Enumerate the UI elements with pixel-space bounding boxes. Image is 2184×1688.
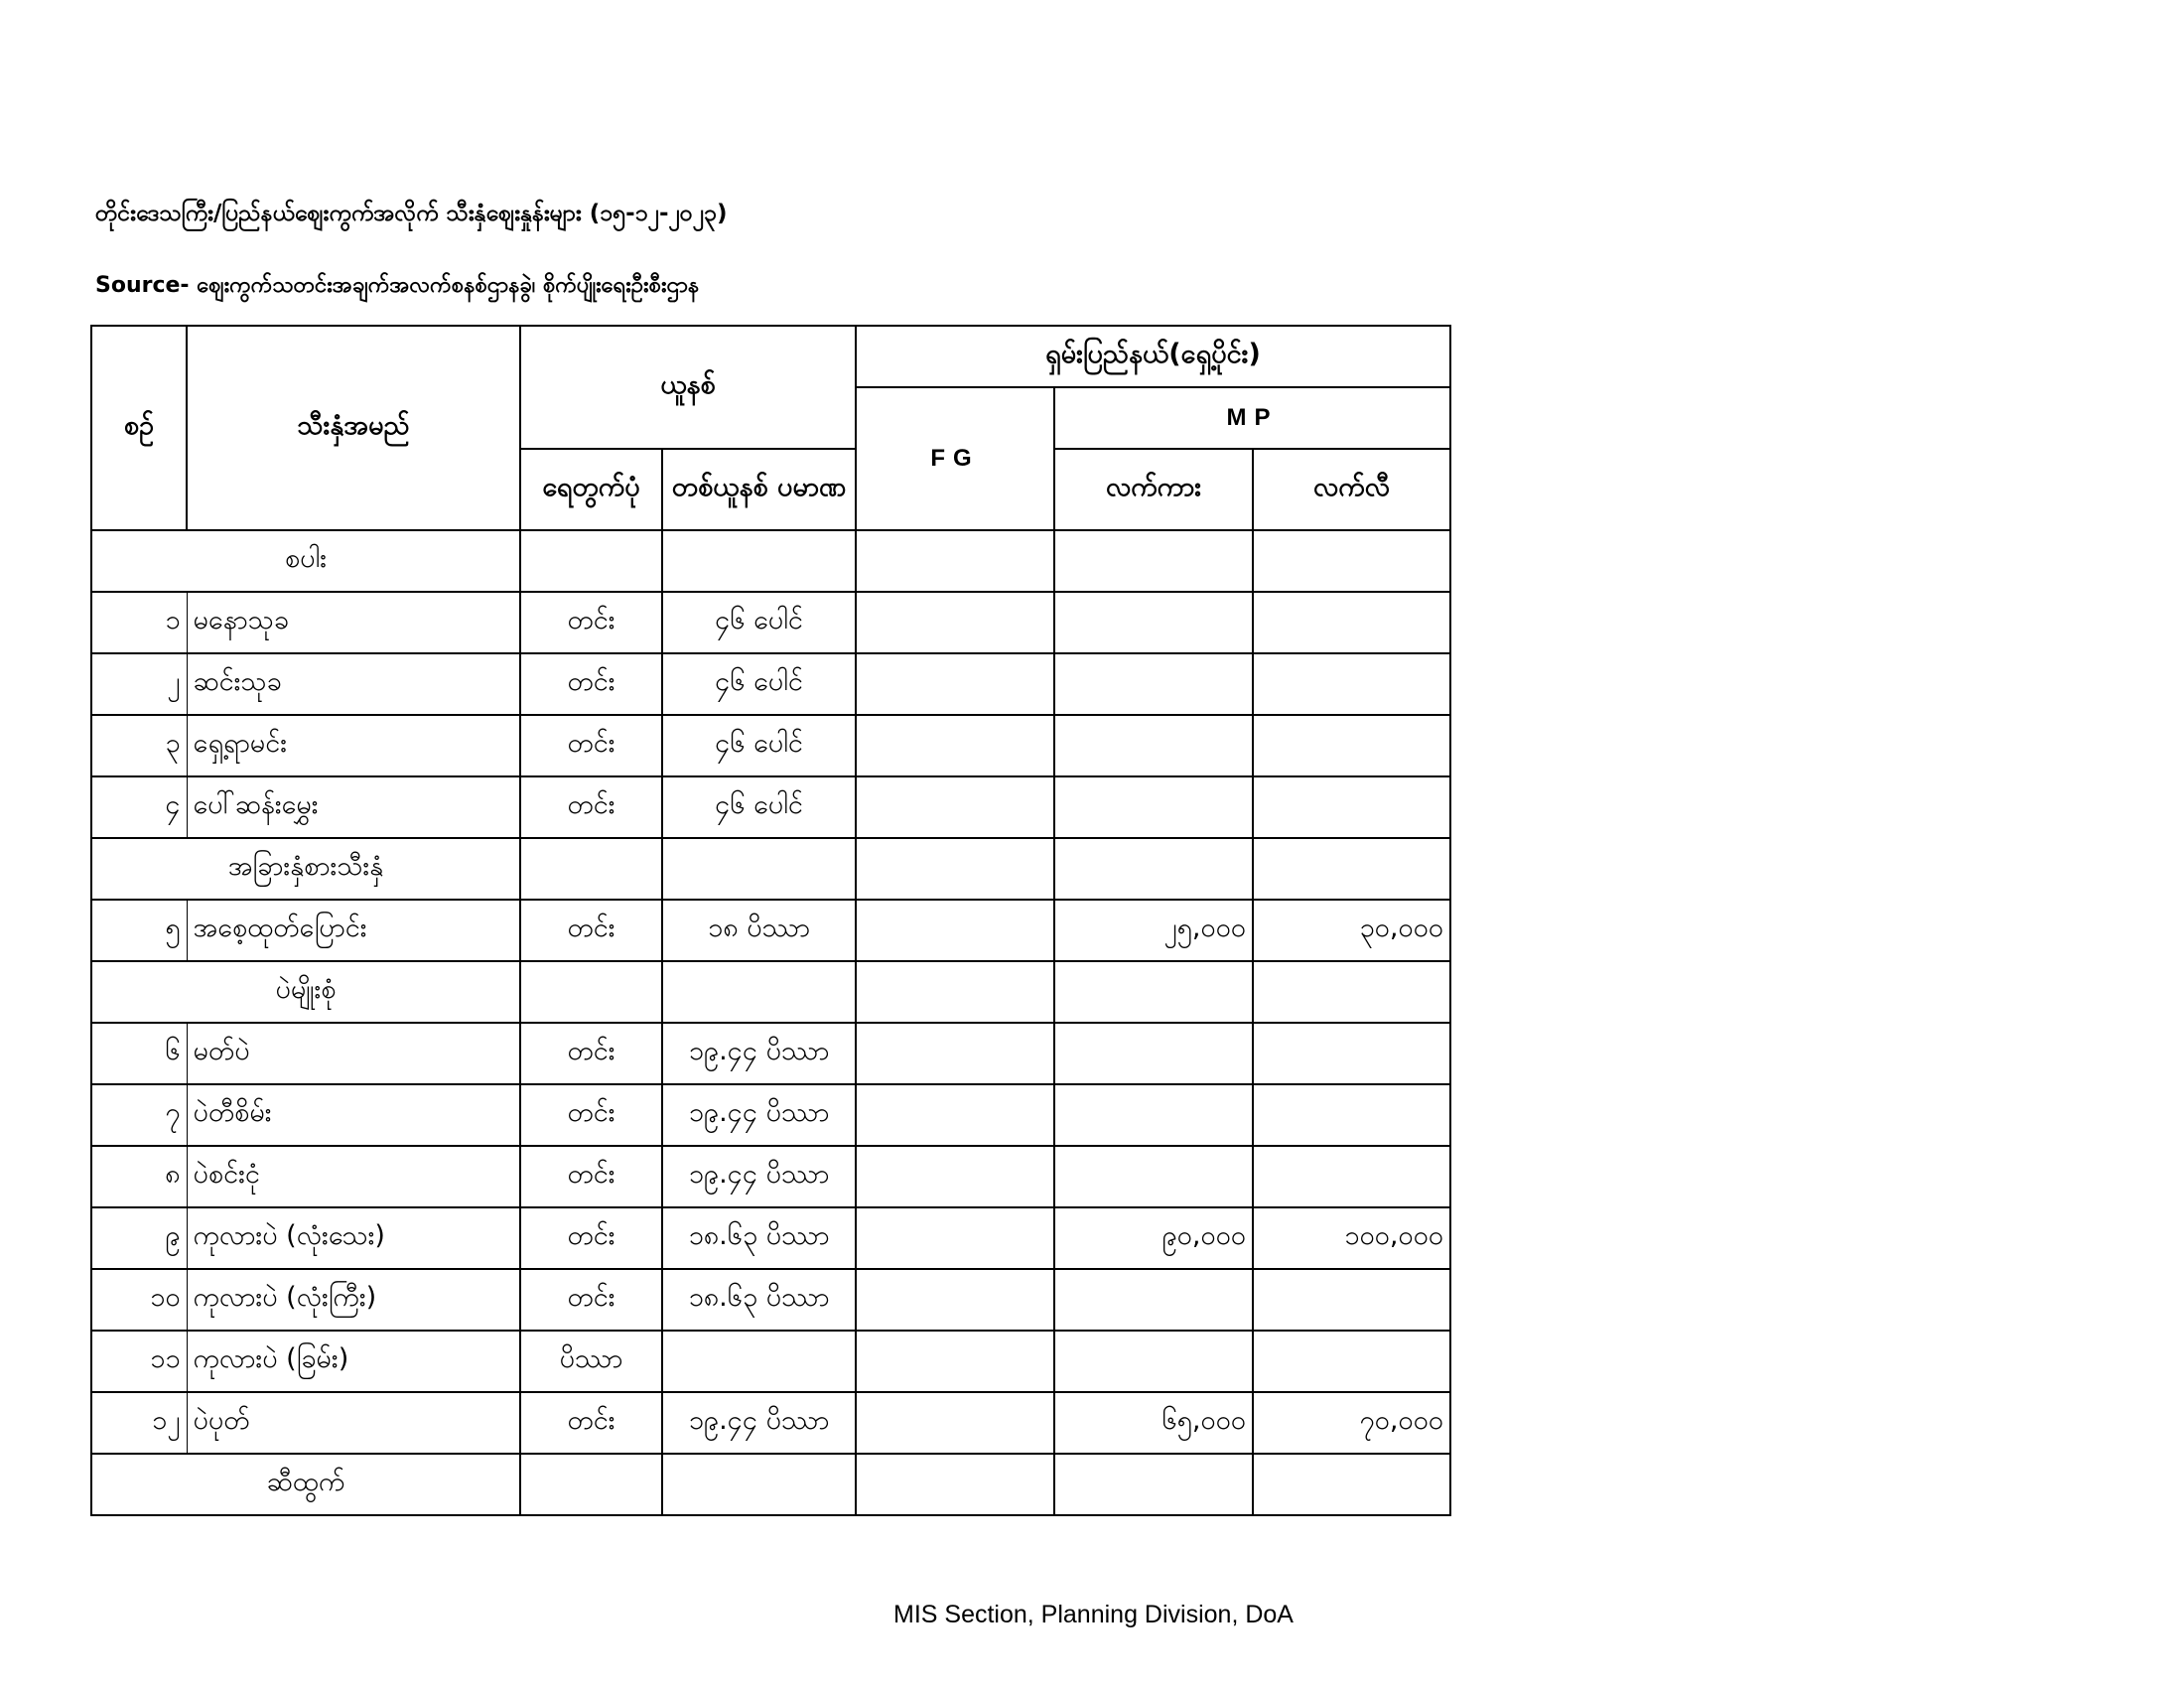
document-title: တိုင်းဒေသကြီး/ပြည်နယ်ဈေးကွက်အလိုက် သီးနှံဈေးနှုန်းများ (၁၅-၁၂-၂၀၂၃): [95, 201, 728, 226]
row-wholesale: ၆၅,၀၀၀: [1054, 1392, 1253, 1454]
table-row: [91, 1392, 1450, 1454]
row-qty: [662, 1331, 856, 1392]
table-row: [91, 715, 1450, 776]
row-name: ပဲတီစိမ်း: [187, 1084, 520, 1146]
row-unit: တင်း: [520, 1207, 662, 1269]
row-retail: [1253, 592, 1450, 653]
row-wholesale: [1054, 715, 1253, 776]
row-unit: ပိဿာ: [520, 1331, 662, 1392]
price-table: [90, 325, 1451, 1516]
row-qty: ၄၆ ပေါင်: [662, 653, 856, 715]
table-row: [91, 1331, 1450, 1392]
row-unit: တင်း: [520, 1084, 662, 1146]
row-wholesale: [1054, 1331, 1253, 1392]
row-fg: [856, 653, 1054, 715]
row-no: ၁၂: [91, 1392, 187, 1454]
footer-credit: MIS Section, Planning Division, DoA: [893, 1601, 1294, 1628]
row-qty: ၁၉.၄၄ ပိဿာ: [662, 1023, 856, 1084]
row-retail: [1253, 1331, 1450, 1392]
row-wholesale: ၉၀,၀၀၀: [1054, 1207, 1253, 1269]
row-no: ၆: [91, 1023, 187, 1084]
row-no: ၇: [91, 1084, 187, 1146]
table-row: [91, 1207, 1450, 1269]
row-wholesale: [1054, 1084, 1253, 1146]
row-retail: ၃၀,၀၀၀: [1253, 900, 1450, 961]
table-row: [91, 653, 1450, 715]
row-wholesale: [1054, 776, 1253, 838]
row-fg: [856, 592, 1054, 653]
row-wholesale: [1054, 592, 1253, 653]
row-no: ၂: [91, 653, 187, 715]
row-retail: ၇၀,၀၀၀: [1253, 1392, 1450, 1454]
table-row: [91, 592, 1450, 653]
row-retail: [1253, 1084, 1450, 1146]
row-name: ပေါ်ဆန်းမွှေး: [187, 776, 520, 838]
table-row: [91, 1023, 1450, 1084]
row-fg: [856, 1146, 1054, 1207]
row-fg: [856, 1392, 1054, 1454]
row-wholesale: [1054, 653, 1253, 715]
table-row: [91, 1146, 1450, 1207]
header-no: စဉ်: [91, 326, 187, 530]
row-fg: [856, 900, 1054, 961]
header-retail: လက်လီ: [1253, 449, 1450, 530]
header-region: ရှမ်းပြည်နယ်(ရှေ့ပိုင်း): [856, 326, 1450, 387]
row-fg: [856, 1084, 1054, 1146]
category-row: [91, 838, 1450, 900]
table-row: [91, 776, 1450, 838]
row-no: ၁၁: [91, 1331, 187, 1392]
row-retail: [1253, 715, 1450, 776]
header-unit: ယူနစ်: [520, 326, 856, 449]
row-unit: တင်း: [520, 1023, 662, 1084]
row-wholesale: [1054, 1269, 1253, 1331]
table-row: [91, 900, 1450, 961]
row-fg: [856, 1269, 1054, 1331]
row-name: ရှေ့ရာမင်း: [187, 715, 520, 776]
row-wholesale: [1054, 1023, 1253, 1084]
row-name: ဆင်းသုခ: [187, 653, 520, 715]
category-label: စပါး: [91, 530, 520, 592]
header-unit-local: ရေတွက်ပုံ: [520, 449, 662, 530]
row-unit: တင်း: [520, 1269, 662, 1331]
row-no: ၈: [91, 1146, 187, 1207]
category-label: အခြားနှံစားသီးနှံ: [91, 838, 520, 900]
row-qty: ၄၆ ပေါင်: [662, 776, 856, 838]
row-retail: [1253, 1146, 1450, 1207]
row-qty: ၁၈ ပိဿာ: [662, 900, 856, 961]
row-no: ၁၀: [91, 1269, 187, 1331]
row-unit: တင်း: [520, 776, 662, 838]
row-unit: တင်း: [520, 1146, 662, 1207]
row-no: ၃: [91, 715, 187, 776]
category-row: [91, 530, 1450, 592]
row-no: ၉: [91, 1207, 187, 1269]
row-name: ပဲစင်းငုံ: [187, 1146, 520, 1207]
table-row: [91, 1269, 1450, 1331]
row-retail: [1253, 1023, 1450, 1084]
row-no: ၄: [91, 776, 187, 838]
row-unit: တင်း: [520, 715, 662, 776]
header-mp: MP: [1054, 387, 1450, 449]
row-unit: တင်း: [520, 900, 662, 961]
row-fg: [856, 1331, 1054, 1392]
row-name: ကုလားပဲ (လုံးသေး): [187, 1207, 520, 1269]
row-unit: တင်း: [520, 592, 662, 653]
row-unit: တင်း: [520, 1392, 662, 1454]
row-name: ကုလားပဲ (လုံးကြီး): [187, 1269, 520, 1331]
row-qty: ၄၆ ပေါင်: [662, 592, 856, 653]
header-unit-standard: တစ်ယူနစ် ပမာဏ: [662, 449, 856, 530]
row-name: မနောသုခ: [187, 592, 520, 653]
row-name: အစေ့ထုတ်ပြောင်း: [187, 900, 520, 961]
row-fg: [856, 1207, 1054, 1269]
row-qty: ၁၉.၄၄ ပိဿာ: [662, 1146, 856, 1207]
row-no: ၅: [91, 900, 187, 961]
row-unit: တင်း: [520, 653, 662, 715]
row-wholesale: ၂၅,၀၀၀: [1054, 900, 1253, 961]
row-qty: ၄၆ ပေါင်: [662, 715, 856, 776]
category-row: [91, 1454, 1450, 1515]
header-wholesale: လက်ကား: [1054, 449, 1253, 530]
row-wholesale: [1054, 1146, 1253, 1207]
source-line: Source- ဈေးကွက်သတင်းအချက်အလက်စနစ်ဌာနခွဲ၊ စိုက်ပျိုးရေးဦးစီးဌာန: [95, 273, 700, 298]
row-retail: ၁၀၀,၀၀၀: [1253, 1207, 1450, 1269]
row-name: ကုလားပဲ (ခြမ်း): [187, 1331, 520, 1392]
row-retail: [1253, 653, 1450, 715]
header-crop-name: သီးနှံအမည်: [187, 326, 520, 530]
row-name: မတ်ပဲ: [187, 1023, 520, 1084]
row-fg: [856, 1023, 1054, 1084]
category-label: ပဲမျိုးစုံ: [91, 961, 520, 1023]
category-label: ဆီထွက်: [91, 1454, 520, 1515]
row-retail: [1253, 776, 1450, 838]
row-retail: [1253, 1269, 1450, 1331]
row-qty: ၁၈.၆၃ ပိဿာ: [662, 1269, 856, 1331]
row-fg: [856, 715, 1054, 776]
row-qty: ၁၈.၆၃ ပိဿာ: [662, 1207, 856, 1269]
row-qty: ၁၉.၄၄ ပိဿာ: [662, 1084, 856, 1146]
row-qty: ၁၉.၄၄ ပိဿာ: [662, 1392, 856, 1454]
row-name: ပဲပုတ်: [187, 1392, 520, 1454]
row-fg: [856, 776, 1054, 838]
header-fg: FG: [856, 387, 1054, 530]
table-row: [91, 1084, 1450, 1146]
row-no: ၁: [91, 592, 187, 653]
category-row: [91, 961, 1450, 1023]
